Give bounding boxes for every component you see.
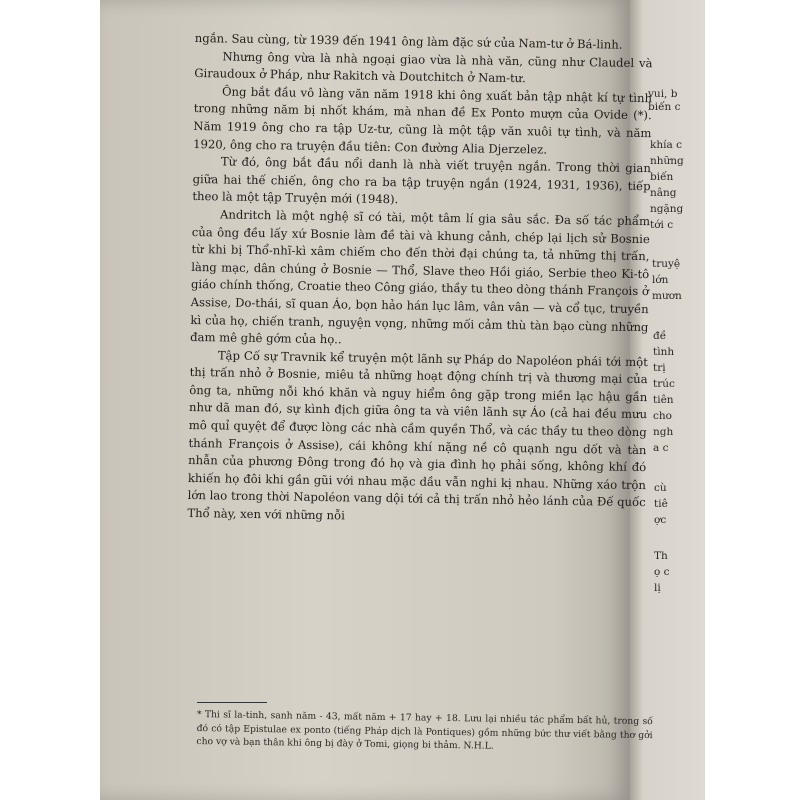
next-page-fragment: a c [653, 442, 669, 454]
next-page-fragment: trị [653, 362, 666, 374]
next-page-fragment: ngặng [650, 203, 684, 215]
paragraph-5: Andritch là một nghệ sĩ có tài, một tâm lí gia sâu sắc. Đa số tác phẩm của ông đều lấy xứ Bosnie làm đề tài và khung cảnh, chép lại lịch sử Bosnie từ khi bị Thổ-nhĩ-kì xâm chiếm cho đến thời đại chúng ta, tả những thị trấn, làng mạc, dân chúng ở Bosnie — Thổ, Slave theo Hồi giáo, Serbie theo Ki-tô giáo chính thống, Croatie theo Công giáo, thầy tu theo dòng thánh François ở Assise, Do-thái, sĩ quan Áo, bọn hảo hán lục lâm, vân vân — và cổ tục, truyền kì của họ, chiến tranh, nguyện vọng, những mối cảm thù tàn bạo cùng những đam mê ghê gớm của họ.. [190, 207, 651, 347]
next-page-fragment: trúc [653, 378, 675, 390]
next-page-fragment: khía c [650, 139, 682, 151]
next-page-fragment: ợc [654, 514, 667, 526]
next-page-fragment: Th [654, 550, 668, 562]
next-page-fragment: tới c [650, 219, 674, 231]
right-background [705, 0, 800, 800]
paragraph-1: ngắn. Sau cùng, từ 1939 đến 1941 ông làm đặc sứ của Nam-tư ở Bá-linh. [194, 30, 623, 52]
next-page-fragment: mươn [652, 290, 682, 302]
next-page-fragment: nâng [650, 187, 677, 199]
paragraph-4: Từ đó, ông bắt đầu nổi danh là nhà viết truyện ngắn. Trong thời gian giữa hai thế chiến, ông cho ra ba tập truyện ngắn (1924, 1931, 1936), tiếp theo là một tập Truyện mới (1948). [192, 154, 651, 207]
next-page-fragment: lị [654, 582, 661, 594]
body-text [187, 30, 653, 530]
next-page-fragment: ngh [653, 426, 674, 438]
next-page-fragment: vui, b [648, 88, 678, 100]
next-page-fragment: tiê [654, 498, 668, 510]
next-page-fragment: ọ c [654, 566, 670, 578]
footnote: * Thi sĩ la-tinh, sanh năm - 43, mất năm + 17 hay + 18. Lưu lại nhiều tác phẩm bất hủ, trong số đó có tập Epistulae ex ponto (tiếng Pháp dịch là Pontiques) gồm những bức thư viết bằng thơ gởi cho vợ và bạn thân khi ông bị đày ở Tomi, giọng bi thảm. N.H.L. [196, 708, 653, 752]
next-page-fragment: tình [653, 346, 675, 358]
next-page-fragment: cù [654, 482, 667, 494]
paragraph-6: Tập Cố sự Travnik kể truyện một lãnh sự Pháp do Napoléon phái tới một thị trấn nhỏ ở Bosnie, miêu tả những hoạt động chính trị và thương mại của ông ta, những nỗi khó khăn và nguy hiểm ông gặp trong miền lạc hậu gần như dã man đó, sự kình địch giữa ông ta và viên lãnh sự Áo (cả hai đều mưu mô quỉ quyệt để được lòng các nhà cầm quyền Thổ, và các thầy tu theo dòng thánh François ở Assise), cái không khí nặng nề cô quạnh ngu dốt và tàn nhẫn của phương Đông trong đó họ và gia đình họ phải sống, không khí đó khiến họ đôi khi gần gũi với nhau mặc dầu vẫn nghi kị nhau. Những xáo trộn lớn lao trong thời Napoléon vang dội tới cả thị trấn nhỏ hẻo lánh của Đế quốc Thổ này, xen với những nỗi [187, 348, 648, 523]
next-page-fragment: những [650, 155, 684, 167]
left-background [0, 0, 100, 800]
next-page-fragment: đề [653, 330, 667, 342]
next-page-fragment: tiên [653, 394, 674, 406]
paragraph-2: Nhưng ông vừa là nhà ngoại giao vừa là nhà văn, cũng như Claudel và Giraudoux ở Pháp, như Rakitch và Doutchitch ở Nam-tư. [194, 49, 653, 86]
next-page-fragment: lớn [652, 274, 669, 286]
next-page-fragment: cho [653, 410, 672, 422]
next-page-fragment: truyệ [652, 258, 681, 270]
footnote-divider [197, 702, 267, 703]
next-page-fragment: biến [650, 171, 674, 183]
paragraph-3: Ông bắt đầu vô làng văn năm 1918 khi ông xuất bản tập nhật kí tự tình trong những năm bị nhốt khám, mà nhan đề Ex Ponto mượn của Ovide (*). Năm 1919 ông cho ra tập Uz-tư, cũng là một tập văn xuôi tự tình, và năm 1920, ông cho ra truyện đầu tiên: Con đường Alia Djerzelez. [193, 84, 653, 157]
next-page-fragment: biến c [648, 101, 681, 113]
